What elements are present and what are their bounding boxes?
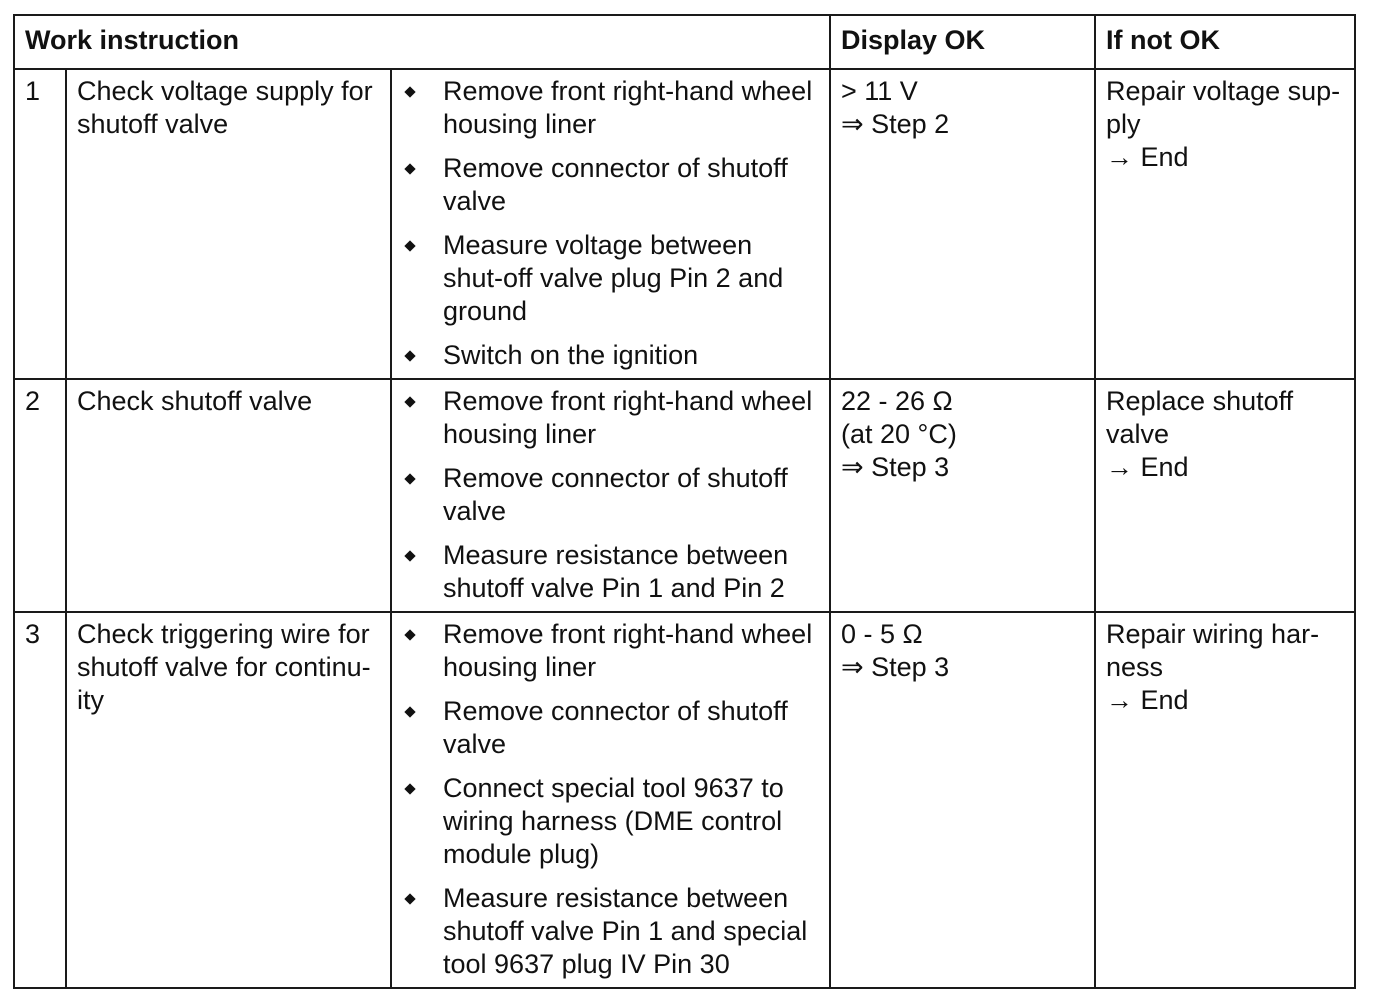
- table-header-row: [14, 15, 1355, 69]
- display-ok-cell: [830, 69, 1095, 379]
- bullet-diamond-icon: [404, 86, 415, 97]
- step-text: Measure voltage between shut-off valve plug Pin 2 and ground: [443, 230, 784, 326]
- bullet-diamond-icon: [404, 240, 415, 251]
- list-item: [402, 882, 819, 981]
- step-number: 3: [14, 612, 66, 988]
- bullet-diamond-icon: [404, 783, 415, 794]
- bullet-diamond-icon: [404, 473, 415, 484]
- step-text: Switch on the ignition: [443, 340, 699, 370]
- list-item: [402, 462, 819, 528]
- step-text: Remove connector of shutoff valve: [443, 463, 788, 526]
- display-ok-cell: [830, 612, 1095, 988]
- procedure-steps: [391, 379, 830, 612]
- list-item: [402, 152, 819, 218]
- step-text: Remove front right-hand wheel housing liner: [443, 76, 813, 139]
- check-description: Check voltage supply for shutoff valve: [66, 69, 391, 379]
- table-row: [14, 612, 1355, 988]
- procedure-steps: [391, 612, 830, 988]
- display-ok-cell: [830, 379, 1095, 612]
- header-display-ok: Display OK: [830, 15, 1095, 69]
- bullet-diamond-icon: [404, 550, 415, 561]
- step-text: Remove front right-hand wheel housing liner: [443, 386, 813, 449]
- table-row: [14, 69, 1355, 379]
- work-instruction-table: [13, 14, 1356, 989]
- display-ok-next: ⇒ Step 3: [841, 652, 950, 682]
- table-row: [14, 379, 1355, 612]
- bullet-diamond-icon: [404, 629, 415, 640]
- step-text: Measure resistance between shutoff valve Pin 1 and Pin 2: [443, 540, 789, 603]
- list-item: [402, 539, 819, 605]
- list-item: [402, 75, 819, 141]
- if-not-ok-cell: [1095, 379, 1355, 612]
- list-item: [402, 339, 819, 372]
- procedure-steps: [391, 69, 830, 379]
- display-ok-next: ⇒ Step 2: [841, 109, 950, 139]
- step-text: Remove front right-hand wheel housing liner: [443, 619, 813, 682]
- step-text: Remove connector of shutoff valve: [443, 153, 788, 216]
- bullet-diamond-icon: [404, 350, 415, 361]
- list-item: [402, 229, 819, 328]
- display-ok-value: > 11 V: [841, 76, 918, 106]
- display-ok-value: 22 - 26 Ω: [841, 386, 953, 416]
- display-ok-condition: (at 20 °C): [841, 419, 957, 449]
- if-not-ok-cell: [1095, 69, 1355, 379]
- bullet-diamond-icon: [404, 893, 415, 904]
- if-not-ok-action: Repair voltage sup-ply: [1106, 76, 1341, 139]
- list-item: [402, 772, 819, 871]
- check-description: Check shutoff valve: [66, 379, 391, 612]
- step-number: 1: [14, 69, 66, 379]
- display-ok-next: ⇒ Step 3: [841, 452, 950, 482]
- if-not-ok-next: → End: [1106, 685, 1189, 715]
- list-item: [402, 695, 819, 761]
- display-ok-value: 0 - 5 Ω: [841, 619, 923, 649]
- list-item: [402, 618, 819, 684]
- step-text: Measure resistance between shutoff valve Pin 1 and special tool 9637 plug IV Pin 30: [443, 883, 808, 979]
- step-number: 2: [14, 379, 66, 612]
- step-text: Remove connector of shutoff valve: [443, 696, 788, 759]
- bullet-diamond-icon: [404, 396, 415, 407]
- header-work-instruction: Work instruction: [14, 15, 830, 69]
- bullet-diamond-icon: [404, 163, 415, 174]
- if-not-ok-action: Replace shutoff valve: [1106, 386, 1294, 449]
- if-not-ok-action: Repair wiring har-ness: [1106, 619, 1320, 682]
- bullet-diamond-icon: [404, 706, 415, 717]
- step-text: Connect special tool 9637 to wiring harness (DME control module plug): [443, 773, 784, 869]
- if-not-ok-next: → End: [1106, 142, 1189, 172]
- if-not-ok-next: → End: [1106, 452, 1189, 482]
- header-if-not-ok: If not OK: [1095, 15, 1355, 69]
- check-description: Check triggering wire for shutoff valve for continu-ity: [66, 612, 391, 988]
- if-not-ok-cell: [1095, 612, 1355, 988]
- list-item: [402, 385, 819, 451]
